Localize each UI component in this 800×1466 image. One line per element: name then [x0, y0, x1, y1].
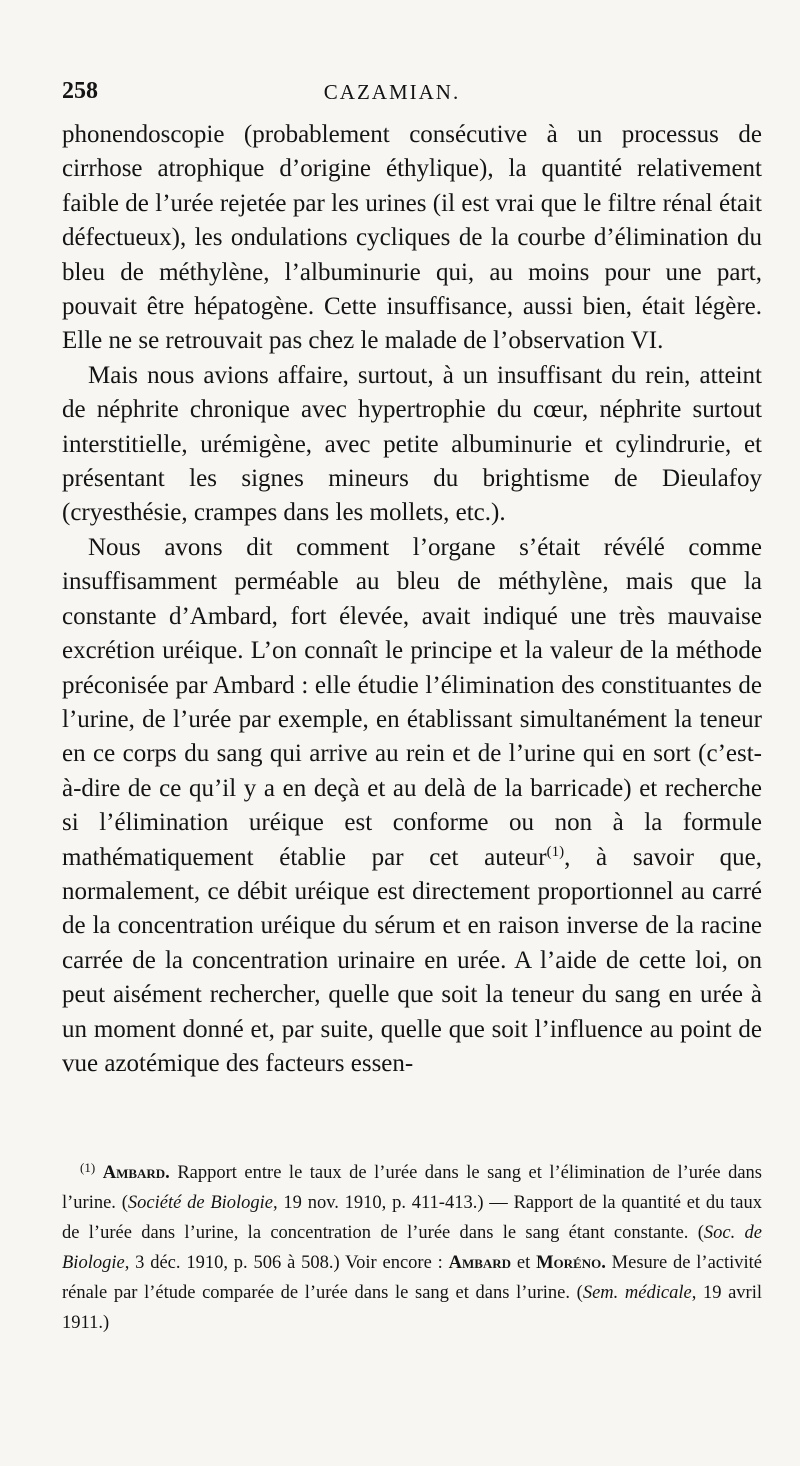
- page-header: [62, 78, 762, 112]
- footnote-text: , 19 nov. 1910, p. 411-413.) — Rapport de la quantité et du taux de l’urée dans l’urine, la concentration de l’urée dans le sang étant constante. (: [62, 1193, 762, 1243]
- footnote-text: Rapport entre le taux de l’urée dans le sang et l’élimination de l’urée dans l’urine. (: [62, 1163, 763, 1213]
- footnote-text: Mesure de l’activité rénale par l’étude comparée de l’urée dans le sang et dans l’urine. (: [62, 1253, 763, 1303]
- footnote-journal: Soc. de Biologie: [62, 1223, 762, 1273]
- footnote-text: , 3 déc. 1910, p. 506 à 508.) Voir encore :: [124, 1253, 449, 1273]
- footnote-author: Ambard: [448, 1253, 512, 1273]
- main-text: [62, 118, 762, 1081]
- running-title: CAZAMIAN.: [323, 80, 461, 104]
- paragraph-text: Nous avons dit comment l’organe s’était révélé comme insuffisamment perméable au bleu de méthylène, mais que la constante d’Ambard, fort élevée, avait indiqué une très mauvaise excrétion uréique. L’on connaît le principe et la valeur de la méthode préconisée par Ambard : elle étudie l’élimination des constituantes de l’urine, de l’urée par exemple, en établissant simultanément la teneur en ce corps du sang qui arrive au rein et de l’urine qui en sort (c’est-à-dire de ce qu’il y a en deçà et au delà de la barricade) et recherche si l’élimination uréique est conforme ou non à la formule mathématiquement établie par cet auteur: [62, 533, 762, 871]
- footnote-text: et: [511, 1253, 537, 1273]
- paragraph: [62, 531, 762, 1082]
- footnote-author: Moréno.: [536, 1253, 606, 1273]
- footnote-marker: (1): [80, 1160, 96, 1175]
- footnote-journal: Sem. médicale: [582, 1283, 692, 1303]
- page-number: 258: [62, 78, 98, 104]
- footnote: [62, 1158, 762, 1338]
- paragraph: phonendoscopie (probablement consécutive à un processus de cirrhose atrophique d’origine éthylique), la quantité relativement faible de l’urée rejetée par les urines (il est vrai que le filtre rénal était défectueux), les ondulations cycliques de la courbe d’élimination du bleu de méthylène, l’albuminurie qui, au moins pour une part, pouvait être hépatogène. Cette insuffisance, aussi bien, était légère. Elle ne se retrouvait pas chez le malade de l’observation VI.: [62, 121, 762, 355]
- paragraph: Mais nous avions affaire, surtout, à un insuffisant du rein, atteint de néphrite chronique avec hypertrophie du cœur, néphrite surtout interstitielle, urémigène, avec petite albuminurie et cylindrurie, et présentant les signes mineurs du brightisme de Dieulafoy (cryesthésie, crampes dans les mollets, etc.).: [62, 361, 762, 527]
- footnote-section: [62, 1158, 762, 1338]
- footnote-text: , 19 avril 1911.): [62, 1283, 762, 1333]
- footnote-reference: (1): [546, 843, 565, 860]
- footnote-journal: Société de Biologie: [127, 1193, 274, 1213]
- footnote-author: Ambard.: [102, 1163, 170, 1183]
- paragraph-text: , à savoir que, normalement, ce débit uréique est directement proportionnel au carré de la concentration uréique du sérum et en raison inverse de la racine carrée de la concentration urinaire en urée. A l’aide de cette loi, on peut aisément rechercher, quelle que soit la teneur du sang en urée à un moment donné et, par suite, quelle que soit l’influence au point de vue azotémique des facteurs essen-: [62, 843, 762, 1077]
